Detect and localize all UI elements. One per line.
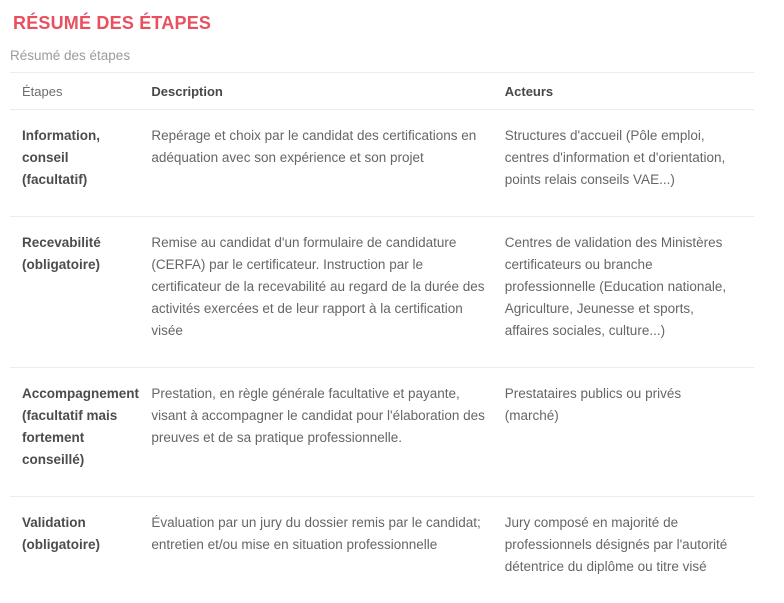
step-name-cell: Information, conseil (facultatif)	[10, 110, 151, 217]
table-row	[10, 110, 754, 217]
column-header-etapes: Étapes	[10, 73, 151, 110]
column-header-acteurs: Acteurs	[505, 73, 754, 110]
acteurs-cell: Prestataires publics ou privés (marché)	[505, 368, 754, 497]
description-cell: Prestation, en règle générale facultative et payante, visant à accompagner le candidat pour l'élaboration des preuves et de sa pratique professionnelle.	[151, 368, 504, 497]
table-row	[10, 217, 754, 368]
acteurs-cell: Jury composé en majorité de professionnels désignés par l'autorité détentrice du diplôme ou titre visé	[504, 515, 728, 574]
page	[10, 0, 754, 603]
page-title: RÉSUMÉ DES ÉTAPES	[13, 13, 212, 33]
description-cell: Repérage et choix par le candidat des certifications en adéquation avec son expérience et son projet	[151, 110, 504, 217]
step-name-cell: Recevabilité (obligatoire)	[10, 217, 151, 368]
acteurs-cell: Centres de validation des Ministères certificateurs ou branche professionnelle (Education nationale, Agriculture, Jeunesse et sports, affaires sociales, culture...)	[505, 217, 754, 368]
step-name-cell: Validation (obligatoire)	[22, 515, 100, 552]
column-header-description: Description	[151, 73, 504, 110]
description-cell: Évaluation par un jury du dossier remis par le candidat; entretien et/ou mise en situation professionnelle	[151, 515, 481, 552]
table-header-row	[10, 73, 754, 110]
step-name-cell: Accompagnement (facultatif mais fortement conseillé)	[10, 368, 151, 497]
page-subtitle: Résumé des étapes	[10, 48, 754, 73]
description-cell: Remise au candidat d'un formulaire de candidature (CERFA) par le certificateur. Instruction par le certificateur de la recevabilité au regard de la durée des activités exercées et de leur rapport à la certification visée	[151, 217, 504, 368]
acteurs-cell: Structures d'accueil (Pôle emploi, centres d'information et d'orientation, points relais conseils VAE...)	[505, 110, 754, 217]
steps-table	[10, 73, 754, 603]
table-row	[10, 368, 754, 497]
table-row	[10, 497, 754, 603]
